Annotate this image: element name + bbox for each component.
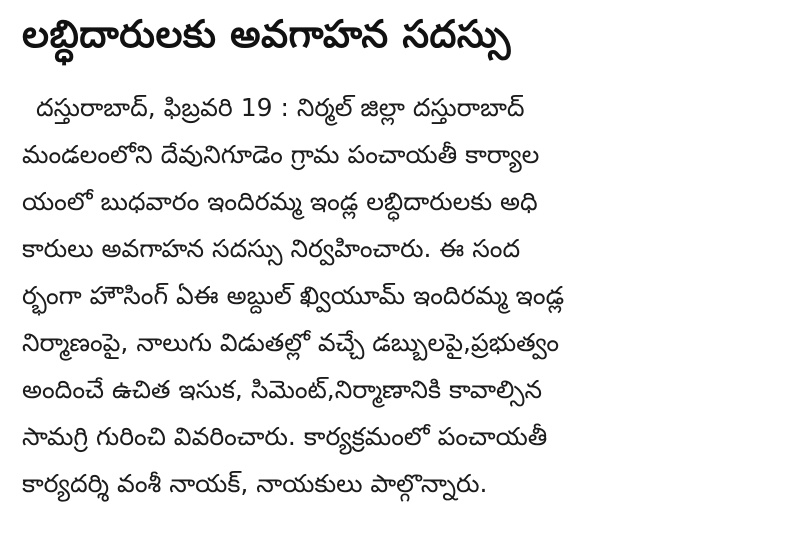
article-headline: లబ్ధిదారులకు అవగాహన సదస్సు bbox=[22, 12, 511, 56]
article-line: మండలంలోని దేవునిగూడెం గ్రామ పంచాయతీ కార్యాల bbox=[22, 140, 540, 169]
article-line: సామగ్రి గురించి వివరించారు. కార్యక్రమంలో పంచాయతీ bbox=[22, 422, 548, 451]
article-line: కారులు అవగాహన సదస్సు నిర్వహించారు. ఈ సంద bbox=[22, 234, 521, 263]
article-line: ర్భంగా హౌసింగ్ ఏఈ అబ్దుల్ ఖ్వియూమ్ ఇందిరమ్మ ఇండ్ల bbox=[22, 281, 565, 310]
article-line: యంలో బుధవారం ఇందిరమ్మ ఇండ్ల లబ్ధిదారులకు అధి bbox=[22, 187, 538, 216]
article-line: కార్యదర్శి వంశీ నాయక్, నాయకులు పాల్గొన్నారు. bbox=[22, 469, 488, 498]
article-line: నిర్మాణంపై, నాలుగు విడుతల్లో వచ్చే డబ్బులపై,ప్రభుత్వం bbox=[22, 328, 560, 357]
article-line: అందించే ఉచిత ఇసుక, సిమెంట్,నిర్మాణానికి కావాల్సిన bbox=[22, 375, 543, 404]
article-line: దస్తురాబాద్, ఫిబ్రవరి 19 : నిర్మల్ జిల్లా దస్తురాబాద్ bbox=[36, 93, 525, 122]
article-body bbox=[22, 84, 782, 507]
